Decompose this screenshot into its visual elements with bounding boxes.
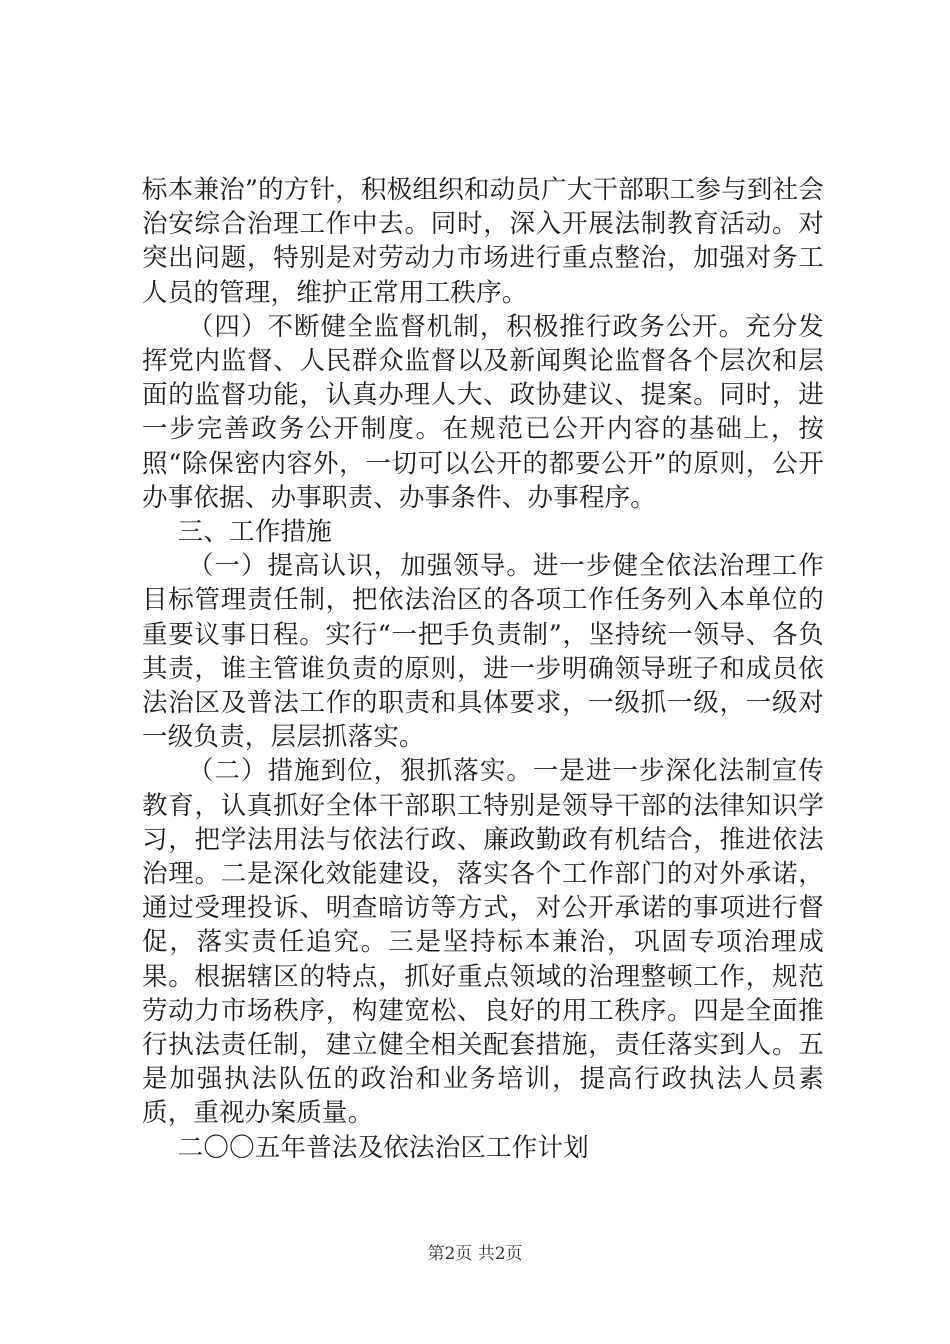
paragraph-measure-one: （一）提高认识，加强领导。进一步健全依法治理工作目标管理责任制，把依法治区的各项工作任务列入本单位的重要议事日程。实行“一把手负责制”，坚持统一领导、各负其责，谁主管谁负责的原则，进一步明确领导班子和成员依法治区及普法工作的职责和具体要求，一级抓一级，一级对一级负责，层层抓落实。 [142, 551, 824, 753]
page-number-label: 第2页 共2页 [427, 1244, 523, 1264]
paragraph-continuation: 标本兼治”的方针，积极组织和动员广大干部职工参与到社会治安综合治理工作中去。同时，深入开展法制教育活动。对突出问题，特别是对劳动力市场进行重点整治，加强对务工人员的管理，维护正常用工秩序。 [142, 175, 824, 308]
document-body [142, 173, 824, 1165]
closing-title: 二〇〇五年普法及依法治区工作计划 [177, 1132, 589, 1163]
paragraph-measure-two: （二）措施到位，狠抓落实。一是进一步深化法制宣传教育，认真抓好全体干部职工特别是领导干部的法律知识学习，把学法用法与依法行政、廉政勤政有机结合，推进依法治理。二是深化效能建设，落实各个工作部门的对外承诺，通过受理投诉、明查暗访等方式，对公开承诺的事项进行督促，落实责任追究。三是坚持标本兼治，巩固专项治理成果。根据辖区的特点，抓好重点领域的治理整顿工作，规范劳动力市场秩序，构建宽松、良好的用工秩序。四是全面推行执法责任制，建立健全相关配套措施，责任落实到人。五是加强执法队伍的政治和业务培训，提高行政执法人员素质，重视办案质量。 [142, 756, 824, 1129]
paragraph-item-four: （四）不断健全监督机制，积极推行政务公开。充分发挥党内监督、人民群众监督以及新闻舆论监督各个层次和层面的监督功能，认真办理人大、政协建议、提案。同时，进一步完善政务公开制度。在规范已公开内容的基础上，按照“除保密内容外，一切可以公开的都要公开”的原则，公开办事依据、办事职责、办事条件、办事程序。 [142, 311, 824, 513]
section-heading-work-measures: 三、工作措施 [177, 517, 332, 548]
page-footer [0, 1243, 950, 1265]
